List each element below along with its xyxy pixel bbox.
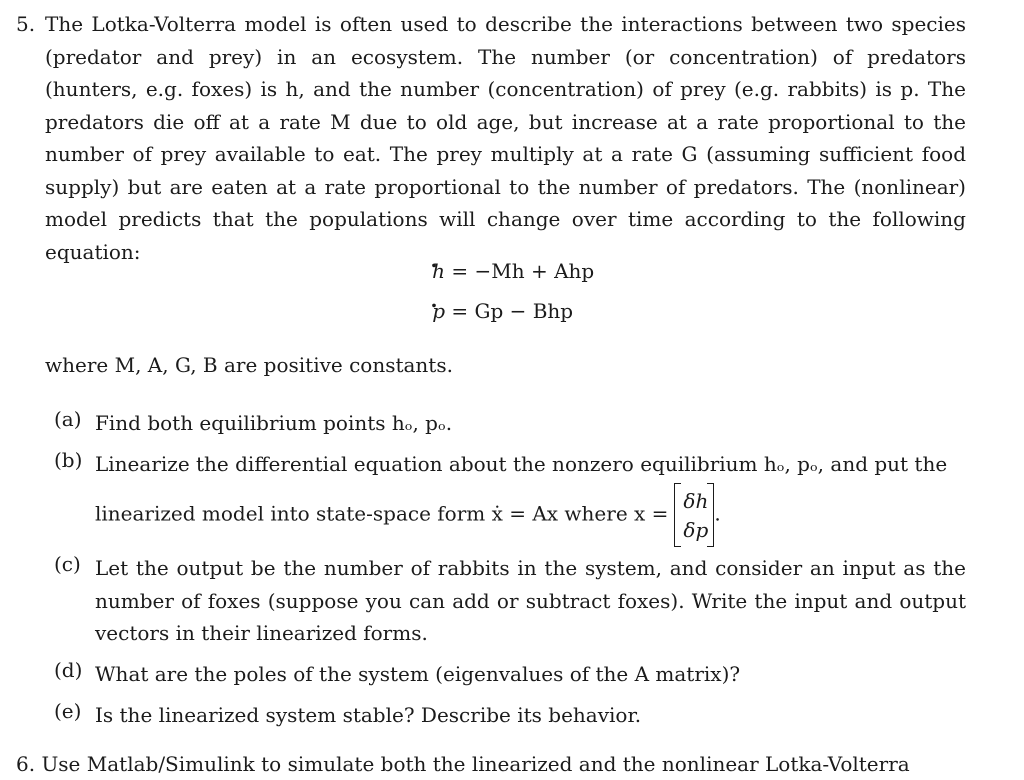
part-e-text: Is the linearized system stable? Describe its behavior. — [95, 703, 642, 727]
part-e — [54, 699, 966, 733]
equation-p — [421, 297, 573, 325]
part-b-label: (b) — [54, 448, 83, 472]
problem-number: 5. — [16, 12, 36, 36]
part-c-label: (c) — [54, 552, 81, 576]
equation-p-rhs: = Gp − Bhp — [451, 299, 574, 323]
part-d-text: What are the poles of the system (eigenvalues of the A matrix)? — [95, 662, 741, 686]
part-b-end: . — [714, 501, 721, 525]
part-a — [54, 407, 966, 441]
problem-intro: The Lotka-Volterra model is often used to describe the interactions between two species (predator and prey) in an ecosystem. The number (or concentration) of predators (hunters, e.g. foxes) is h, and the number (concentration) of prey (e.g. rabbits) is p. The predators die off at a rate M due to old age, but increase at a rate proportional to the number of prey available to eat. The prey multiply at a rate G (assuming sufficient food supply) but are eaten at a rate proportional to the number of predators. The (nonlinear) model predicts that the populations will change over time according to the following equation: — [45, 12, 966, 264]
part-b-line-1: Linearize the differential equation about the nonzero equilibrium hₒ, pₒ, and put the — [95, 452, 948, 476]
state-vector — [674, 483, 714, 547]
part-b-line-2: linearized model into state-space form ẋ = Ax where x = — [95, 501, 669, 525]
equation-h-rhs: = −Mh + Ahp — [451, 259, 595, 283]
equation-h-lhs: . h — [421, 257, 445, 285]
part-c-text: Let the output be the number of rabbits in the system, and consider an input as the number of foxes (suppose you can add or subtract foxes). Write the input and output vectors in their linearized forms. — [95, 556, 966, 645]
state-vector-delta-p: δp — [683, 517, 709, 542]
equation-h — [421, 257, 594, 285]
next-problem-cutoff: 6. Use Matlab/Simulink to simulate both the linearized and the nonlinear Lotka-Volterra — [16, 752, 910, 776]
part-c — [54, 552, 966, 652]
part-d-label: (d) — [54, 658, 83, 682]
state-vector-delta-h: δh — [683, 488, 709, 513]
part-a-text: Find both equilibrium points hₒ, pₒ. — [95, 411, 453, 435]
part-d — [54, 658, 966, 692]
part-a-label: (a) — [54, 407, 82, 431]
constants-note: where M, A, G, B are positive constants. — [45, 353, 453, 377]
part-e-label: (e) — [54, 699, 82, 723]
equation-p-lhs: . p — [421, 297, 445, 325]
part-b — [54, 448, 966, 548]
